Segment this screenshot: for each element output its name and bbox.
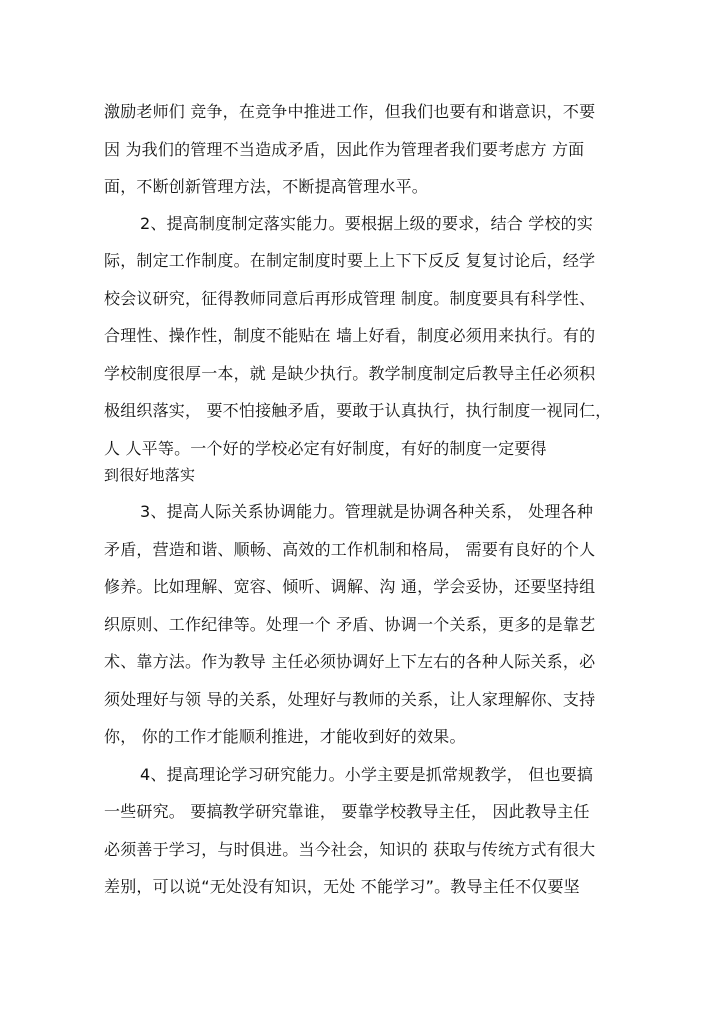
text-line-22: 差别，可以说“无处没有知识，无处 不能学习”。教导主任不仅要坚 [104, 877, 580, 896]
text-line-17: 须处理好与领 导的关系，处理好与教师的关系，让人家理解你、支持 [104, 690, 596, 709]
text-line-11: 到很好地落实 [104, 466, 196, 484]
text-line-9: 极组织落实， 要不怕接触矛盾，要敢于认真执行，执行制度一视同仁， [104, 401, 612, 420]
text-line-1: 激励老师们 竞争，在竞争中推进工作，但我们也要有和谐意识，不要 [104, 102, 596, 121]
text-line-10: 人 人平等。一个好的学校必定有好制度，有好的制度一定要得 [104, 439, 547, 458]
text-line-8: 学校制度很厚一本，就 是缺少执行。教学制度制定后教导主任必须积 [104, 364, 596, 383]
text-line-13: 矛盾，营造和谐、顺畅、高效的工作机制和格局， 需要有良好的个人 [104, 540, 596, 559]
text-line-4: 2、提高制度制定落实能力。要根据上级的要求，结合 学校的实 [140, 214, 594, 233]
text-line-6: 校会议研究，征得教师同意后再形成管理 制度。制度要具有科学性、 [104, 289, 596, 308]
text-line-15: 织原则、工作纪律等。处理一个 矛盾、协调一个关系，更多的是靠艺 [104, 615, 596, 634]
text-line-18: 你， 你的工作才能顺利推进，才能收到好的效果。 [104, 727, 466, 746]
text-line-3: 面，不断创新管理方法，不断提高管理水平。 [104, 177, 429, 196]
text-line-14: 修养。比如理解、宽容、倾听、调解、沟 通，学会妥协，还要坚持组 [104, 577, 596, 596]
text-line-2: 因 为我们的管理不当造成矛盾，因此作为管理者我们要考虑方 方面 [104, 140, 585, 159]
text-line-21: 必须善于学习，与时俱进。当今社会，知识的 获取与传统方式有很大 [104, 840, 596, 859]
text-line-5: 际，制定工作制度。在制定制度时要上上下下反反 复复讨论后，经学 [104, 251, 596, 270]
text-line-20: 一些研究。 要搞教学研究靠谁， 要靠学校教导主任， 因此教导主任 [104, 802, 590, 821]
text-line-19: 4、提高理论学习研究能力。小学主要是抓常规教学， 但也要搞 [140, 765, 594, 784]
text-line-16: 术、靠方法。作为教导 主任必须协调好上下左右的各种人际关系，必 [104, 652, 596, 671]
text-line-7: 合理性、操作性，制度不能贴在 墙上好看，制度必须用来执行。有的 [104, 326, 596, 345]
text-line-12: 3、提高人际关系协调能力。管理就是协调各种关系， 处理各种 [140, 502, 594, 521]
